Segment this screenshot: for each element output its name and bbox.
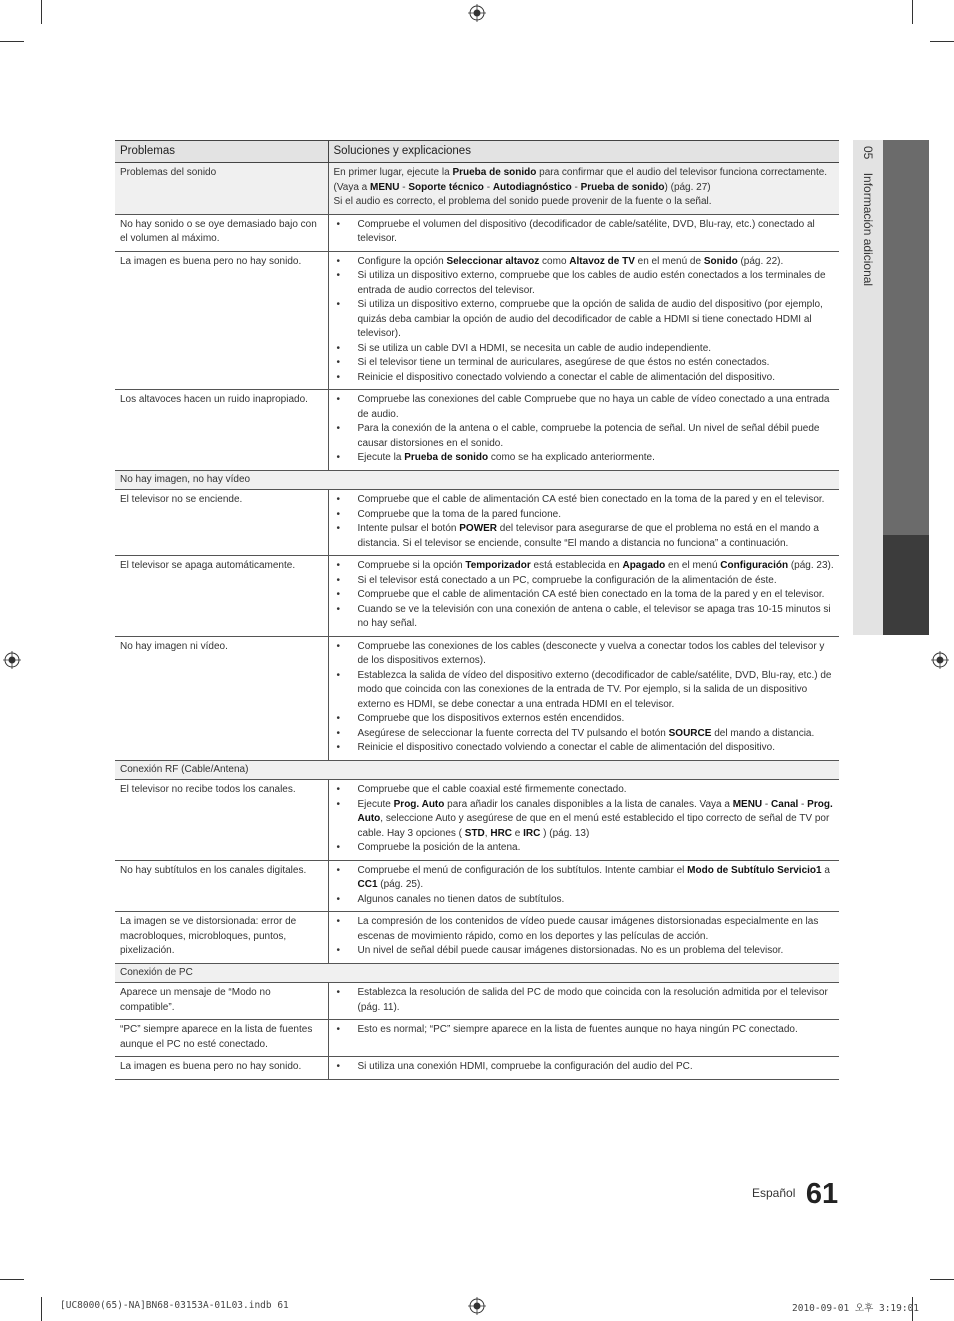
crop-mark — [0, 1279, 24, 1280]
solution-cell — [328, 860, 839, 912]
solution-item: • Si utiliza un dispositivo externo, compruebe que los cables de audio estén conectados a los terminales de entrada de audio correctos del televisor. — [334, 269, 835, 298]
solution-item: • Cuando se ve la televisión con una conexión de antena o cable, el televisor se apaga tras 10-15 minutos si no hay señal. — [334, 603, 835, 632]
problem-cell: Problemas del sonido — [115, 163, 328, 215]
problem-cell: La imagen es buena pero no hay sonido. — [115, 1057, 328, 1080]
table-row — [115, 1057, 839, 1080]
solution-list — [334, 640, 835, 756]
solution-item: • Compruebe el menú de configuración de los subtítulos. Intente cambiar el Modo de Subtítulo Servicio1 a CC1 (pág. 25). — [334, 864, 835, 893]
table-header-row — [115, 141, 839, 163]
crop-mark — [912, 0, 913, 24]
chapter-title — [861, 146, 875, 286]
solution-item: • Si el televisor tiene un terminal de auriculares, asegúrese de que éstos no estén conectados. — [334, 356, 835, 371]
page-number: 61 — [805, 1178, 839, 1210]
table-row — [115, 214, 839, 251]
problem-cell: No hay imagen ni vídeo. — [115, 636, 328, 760]
page-number-block — [752, 1178, 838, 1212]
table-row — [115, 636, 839, 760]
solution-item: • Si el televisor está conectado a un PC, compruebe la configuración de la alimentación de éste. — [334, 574, 835, 589]
column-header-problems: Problemas — [115, 141, 328, 163]
section-title: No hay imagen, no hay vídeo — [115, 470, 839, 490]
solution-list — [334, 255, 835, 386]
solution-list — [334, 218, 835, 247]
table-row — [115, 163, 839, 215]
chapter-number: 05 — [861, 146, 875, 160]
problem-cell: El televisor no se enciende. — [115, 490, 328, 556]
solution-cell — [328, 214, 839, 251]
solution-item: • Esto es normal; “PC” siempre aparece en la lista de fuentes aunque no haya ningún PC conectado. — [334, 1023, 835, 1038]
solution-item: • Compruebe las conexiones de los cables (desconecte y vuelva a conectar todos los cables del televisor y de los dispositivos externos). — [334, 640, 835, 669]
solution-item: • Compruebe si la opción Temporizador está establecida en Apagado en el menú Configuración (pág. 23). — [334, 559, 835, 574]
section-row — [115, 470, 839, 490]
registration-mark-icon — [468, 1297, 486, 1315]
solution-item: • La compresión de los contenidos de vídeo puede causar imágenes distorsionadas especialmente en las escenas de movimiento rápido, como en los deportes y las películas de acción. — [334, 915, 835, 944]
troubleshooting-table — [115, 140, 839, 1080]
solution-item: • Algunos canales no tienen datos de subtítulos. — [334, 893, 835, 908]
table-body — [115, 163, 839, 1080]
solution-item: • Intente pulsar el botón POWER del televisor para asegurarse de que el problema no está en el mando a distancia. Si el televisor se enciende, consulte “El mando a distancia no funciona” a continuación. — [334, 522, 835, 551]
solution-item: • Reinicie el dispositivo conectado volviendo a conectar el cable de alimentación del dispositivo. — [334, 741, 835, 756]
solution-list — [334, 1023, 835, 1038]
problem-cell: Los altavoces hacen un ruido inapropiado. — [115, 390, 328, 471]
problem-cell: El televisor se apaga automáticamente. — [115, 556, 328, 637]
solution-list — [334, 915, 835, 959]
registration-mark-icon — [468, 4, 486, 22]
problem-cell: La imagen es buena pero no hay sonido. — [115, 251, 328, 390]
table-row — [115, 1020, 839, 1057]
crop-mark — [930, 41, 954, 42]
solution-cell — [328, 490, 839, 556]
solution-list — [334, 559, 835, 632]
print-footer-date: 2010-09-01 오후 3:19:01 — [792, 1303, 920, 1314]
problem-cell: Aparece un mensaje de “Modo no compatible”. — [115, 983, 328, 1020]
table-row — [115, 780, 839, 861]
solution-list — [334, 1060, 835, 1075]
solution-item: • Establezca la resolución de salida del PC de modo que coincida con la resolución admitida por el televisor (pág. 11). — [334, 986, 835, 1015]
problem-cell: La imagen se ve distorsionada: error de macrobloques, microbloques, puntos, pixelización. — [115, 912, 328, 964]
table-row — [115, 912, 839, 964]
problem-cell: No hay sonido o se oye demasiado bajo con el volumen al máximo. — [115, 214, 328, 251]
solution-cell — [328, 636, 839, 760]
solution-item: • Compruebe la posición de la antena. — [334, 841, 835, 856]
solution-cell: En primer lugar, ejecute la Prueba de sonido para confirmar que el audio del televisor funciona correctamente. (Vaya a MENU - Soporte técnico - Autodiagnóstico - Prueba de sonido) (pág. 27) Si el audio es correcto, el problema del sonido puede provenir de la fuente o la señal. — [328, 163, 839, 215]
solution-cell — [328, 390, 839, 471]
problem-cell: El televisor no recibe todos los canales. — [115, 780, 328, 861]
solution-item: • Asegúrese de seleccionar la fuente correcta del TV pulsando el botón SOURCE del mando a distancia. — [334, 727, 835, 742]
side-tab-dark-band — [883, 140, 929, 535]
table-row — [115, 390, 839, 471]
table-row — [115, 983, 839, 1020]
solution-item: • Ejecute la Prueba de sonido como se ha explicado anteriormente. — [334, 451, 835, 466]
crop-mark — [930, 1279, 954, 1280]
problem-cell: “PC” siempre aparece en la lista de fuentes aunque el PC no esté conectado. — [115, 1020, 328, 1057]
registration-mark-icon — [931, 651, 949, 669]
solution-item: • Reinicie el dispositivo conectado volviendo a conectar el cable de alimentación del dispositivo. — [334, 371, 835, 386]
solution-list — [334, 493, 835, 551]
solution-cell — [328, 1020, 839, 1057]
side-tab-active-marker — [883, 535, 929, 635]
section-row — [115, 760, 839, 780]
solution-cell — [328, 780, 839, 861]
solution-item: • Compruebe que el cable de alimentación CA esté bien conectado en la toma de la pared y en el televisor. — [334, 588, 835, 603]
table-row — [115, 251, 839, 390]
solution-item: • Si se utiliza un cable DVI a HDMI, se necesita un cable de audio independiente. — [334, 342, 835, 357]
chapter-name: Información adicional — [861, 172, 875, 287]
solution-item: • Un nivel de señal débil puede causar imágenes distorsionadas. No es un problema del televisor. — [334, 944, 835, 959]
solution-item: • Compruebe el volumen del dispositivo (decodificador de cable/satélite, DVD, Blu-ray, etc.) conectado al televisor. — [334, 218, 835, 247]
solution-item: • Compruebe que la toma de la pared funcione. — [334, 508, 835, 523]
solution-cell — [328, 912, 839, 964]
solution-cell — [328, 983, 839, 1020]
registration-mark-icon — [3, 651, 21, 669]
problem-cell: No hay subtítulos en los canales digitales. — [115, 860, 328, 912]
table-row — [115, 860, 839, 912]
solution-item: • Compruebe que los dispositivos externos estén encendidos. — [334, 712, 835, 727]
solution-item: • Compruebe que el cable coaxial esté firmemente conectado. — [334, 783, 835, 798]
solution-list — [334, 783, 835, 856]
page-language: Español — [752, 1186, 796, 1200]
solution-item: • Ejecute Prog. Auto para añadir los canales disponibles a la lista de canales. Vaya a MENU - Canal - Prog. Auto, seleccione Auto y asegúrese de que en el menú esté establecido el tipo correcto de señal de TV por cable. Hay 3 opciones ( STD, HRC e IRC ) (pág. 13) — [334, 798, 835, 842]
solution-list — [334, 986, 835, 1015]
solution-cell — [328, 556, 839, 637]
solution-item: • Configure la opción Seleccionar altavoz como Altavoz de TV en el menú de Sonido (pág. 22). — [334, 255, 835, 270]
chapter-side-tab — [853, 140, 929, 635]
table-row — [115, 490, 839, 556]
solution-item: • Si utiliza una conexión HDMI, compruebe la configuración del audio del PC. — [334, 1060, 835, 1075]
print-footer-file: [UC8000(65)-NA]BN68-03153A-01L03.indb 61 — [60, 1300, 289, 1311]
crop-mark — [0, 41, 24, 42]
table-row — [115, 556, 839, 637]
solution-item: • Establezca la salida de vídeo del dispositivo externo (decodificador de cable/satélite, DVD, Blu-ray, etc.) de modo que coincida con las conexiones de la entrada de TV. Por ejemplo, si la salida de un dispositivo externo es HDMI, se debe conectar a una entrada HDMI en el televisor. — [334, 669, 835, 713]
section-title: Conexión de PC — [115, 963, 839, 983]
solution-item: • Compruebe que el cable de alimentación CA esté bien conectado en la toma de la pared y en el televisor. — [334, 493, 835, 508]
crop-mark — [41, 1297, 42, 1321]
solution-cell — [328, 1057, 839, 1080]
solution-item: • Si utiliza un dispositivo externo, compruebe que la opción de salida de audio del dispositivo (por ejemplo, quizás deba cambiar la opción de audio del decodificador de cable a HDMI si tiene conectado HDMI al televisor). — [334, 298, 835, 342]
crop-mark — [41, 0, 42, 24]
solution-list — [334, 393, 835, 466]
solution-item: • Compruebe las conexiones del cable Compruebe que no haya un cable de vídeo conectado a una entrada de audio. — [334, 393, 835, 422]
section-row — [115, 963, 839, 983]
solution-item: • Para la conexión de la antena o el cable, compruebe la potencia de señal. Un nivel de señal débil puede causar distorsiones en el sonido. — [334, 422, 835, 451]
column-header-solutions: Soluciones y explicaciones — [328, 141, 839, 163]
solution-cell — [328, 251, 839, 390]
section-title: Conexión RF (Cable/Antena) — [115, 760, 839, 780]
solution-list — [334, 864, 835, 908]
